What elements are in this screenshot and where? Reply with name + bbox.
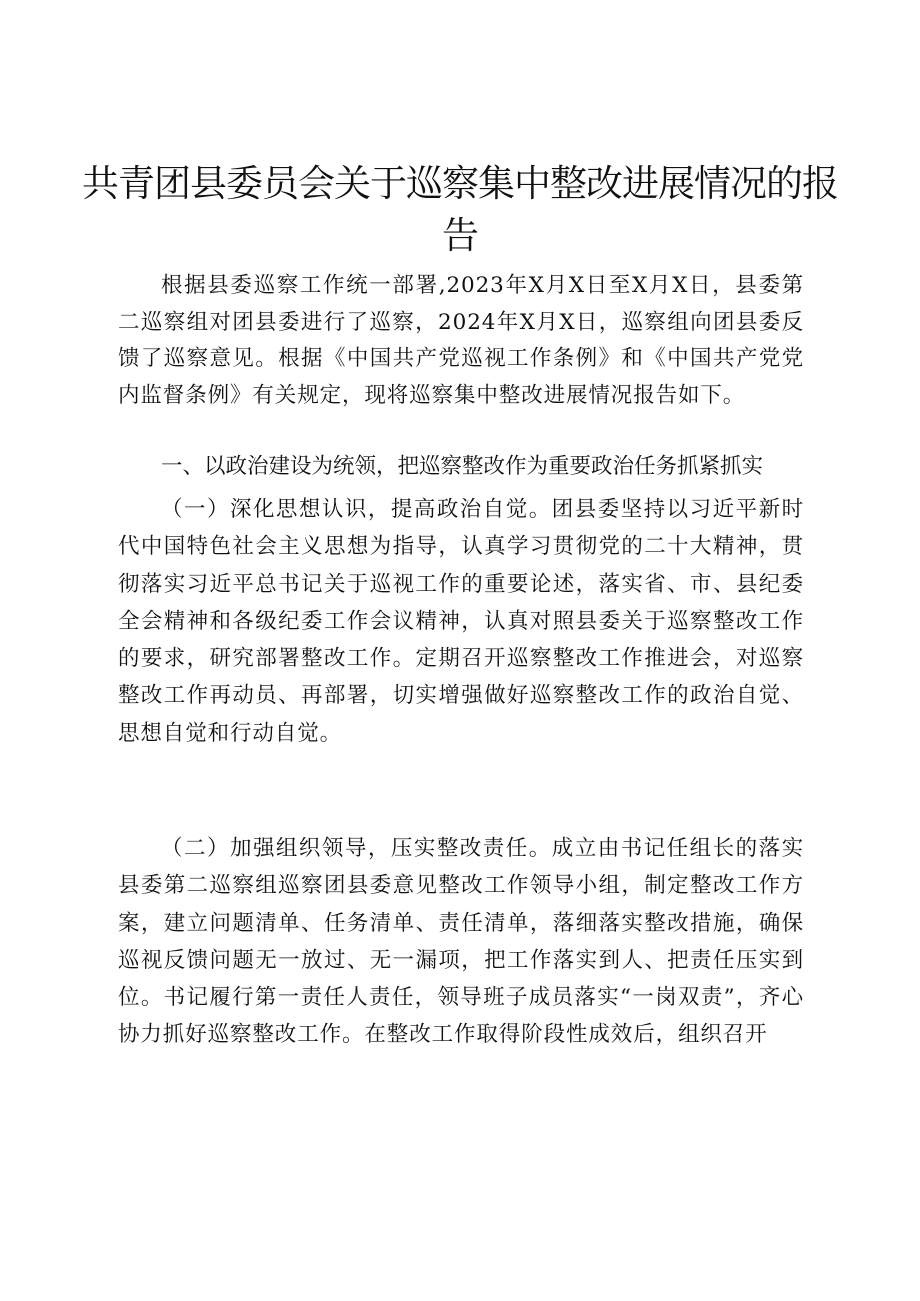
intro-paragraph: 根据县委巡察工作统一部署,2023年X月X日至X月X日，县委第二巡察组对团县委进行了巡察，2024年X月X日，巡察组向团县委反馈了巡察意见。根据《中国共产党巡视工作条例》和《中国共产党党内监督条例》有关规定，现将巡察集中整改进展情况报告如下。	[118, 273, 804, 408]
subsection-paragraph-2: （二）加强组织领导，压实整改责任。成立由书记任组长的落实县委第二巡察组巡察团县委意见整改工作领导小组，制定整改工作方案，建立问题清单、任务清单、责任清单，落细落实整改措施，确保巡视反馈问题无一放过、无一漏项，把工作落实到人、把责任压实到位。书记履行第一责任人责任，领导班子成员落实“一岗双责”，齐心协力抓好巡察整改工作。在整改工作取得阶段性成效后，组织召开	[118, 836, 804, 1048]
subsection-paragraph-1: （一）深化思想认识，提高政治自觉。团县委坚持以习近平新时代中国特色社会主义思想为指导，认真学习贯彻党的二十大精神，贯彻落实习近平总书记关于巡视工作的重要论述，落实省、市、县纪委全会精神和各级纪委工作会议精神，认真对照县委关于巡察整改工作的要求，研究部署整改工作。定期召开巡察整改工作推进会，对巡察整改工作再动员、再部署，切实增强做好巡察整改工作的政治自觉、思想自觉和行动自觉。	[118, 497, 804, 746]
document-title: 共青团县委员会关于巡察集中整改进展情况的报告	[82, 162, 838, 257]
section-heading: 一、以政治建设为统领，把巡察整改作为重要政治任务抓紧抓实	[161, 454, 764, 479]
